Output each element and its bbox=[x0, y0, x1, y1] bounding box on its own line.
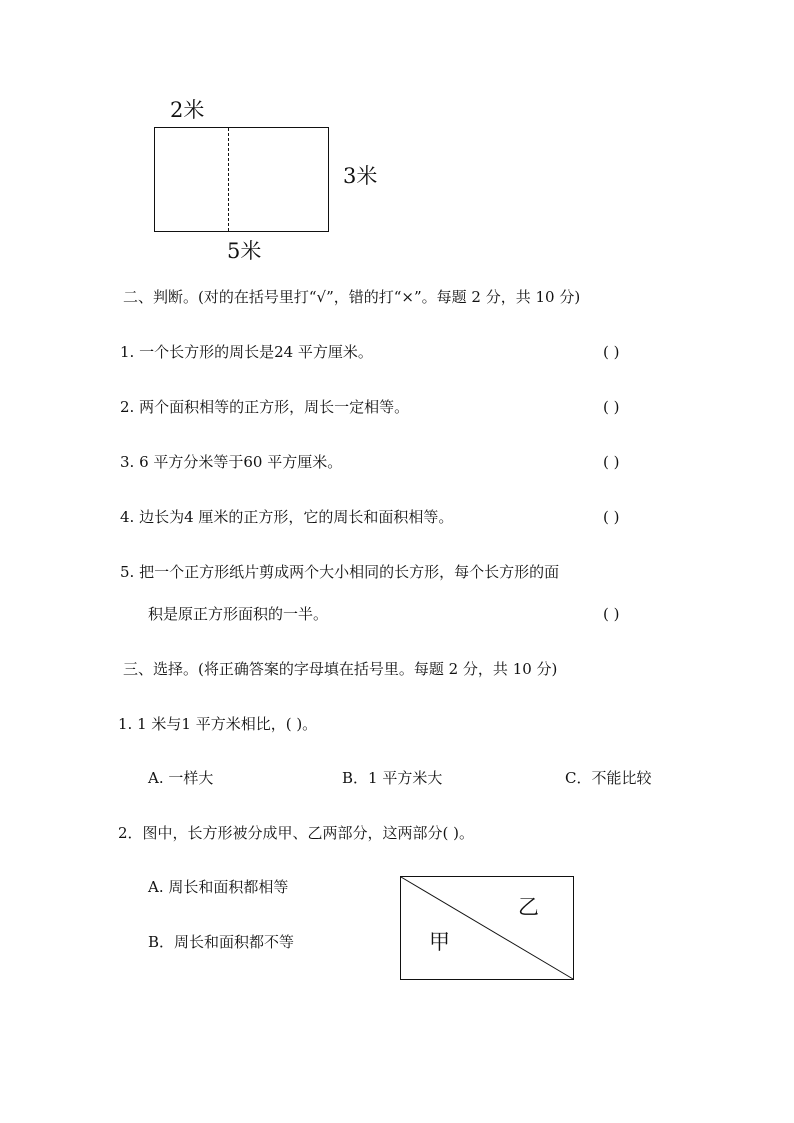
judge-item-2: 2. 两个面积相等的正方形，周长一定相等。 bbox=[120, 398, 410, 416]
choice-question-2: 2．图中，长方形被分成甲、乙两部分，这两部分( )。 bbox=[118, 824, 475, 842]
figure1-label-right: 3米 bbox=[343, 164, 378, 188]
choice-question-1: 1. 1 米与1 平方米相比，( )。 bbox=[118, 715, 318, 733]
judge-answer-blank-2[interactable]: ( ) bbox=[603, 398, 620, 416]
section3-title: 三、选择。(将正确答案的字母填在括号里。每题 2 分，共 10 分) bbox=[123, 660, 558, 678]
judge-item-5: 5. 把一个正方形纸片剪成两个大小相同的长方形，每个长方形的面 bbox=[120, 563, 560, 581]
judge-answer-blank-4[interactable]: ( ) bbox=[603, 508, 620, 526]
choice-q2-option-b[interactable]: B．周长和面积都不等 bbox=[148, 933, 295, 951]
choice-q1-option-c[interactable]: C．不能比较 bbox=[565, 769, 652, 787]
figure2-label-jia: 甲 bbox=[429, 930, 450, 954]
judge-answer-blank-5[interactable]: ( ) bbox=[603, 605, 620, 623]
figure1-label-bottom: 5米 bbox=[227, 239, 262, 263]
judge-item-4: 4. 边长为4 厘米的正方形，它的周长和面积相等。 bbox=[120, 508, 454, 526]
figure2-diagonal bbox=[401, 877, 573, 979]
figure2-label-yi: 乙 bbox=[518, 895, 539, 919]
judge-answer-blank-3[interactable]: ( ) bbox=[603, 453, 620, 471]
figure1-label-top: 2米 bbox=[170, 98, 205, 122]
choice-q1-option-b[interactable]: B．1 平方米大 bbox=[342, 769, 443, 787]
judge-answer-blank-1[interactable]: ( ) bbox=[603, 343, 620, 361]
choice-q2-option-a[interactable]: A. 周长和面积都相等 bbox=[148, 878, 289, 896]
judge-item-1: 1. 一个长方形的周长是24 平方厘米。 bbox=[120, 343, 373, 361]
choice-q1-option-a[interactable]: A. 一样大 bbox=[148, 769, 214, 787]
figure1-rectangle bbox=[155, 128, 329, 232]
judge-item-5-continued: 积是原正方形面积的一半。 bbox=[148, 605, 329, 623]
section2-title: 二、判断。(对的在括号里打“√”，错的打“×”。每题 2 分，共 10 分) bbox=[123, 288, 581, 306]
judge-item-3: 3. 6 平方分米等于60 平方厘米。 bbox=[120, 453, 343, 471]
